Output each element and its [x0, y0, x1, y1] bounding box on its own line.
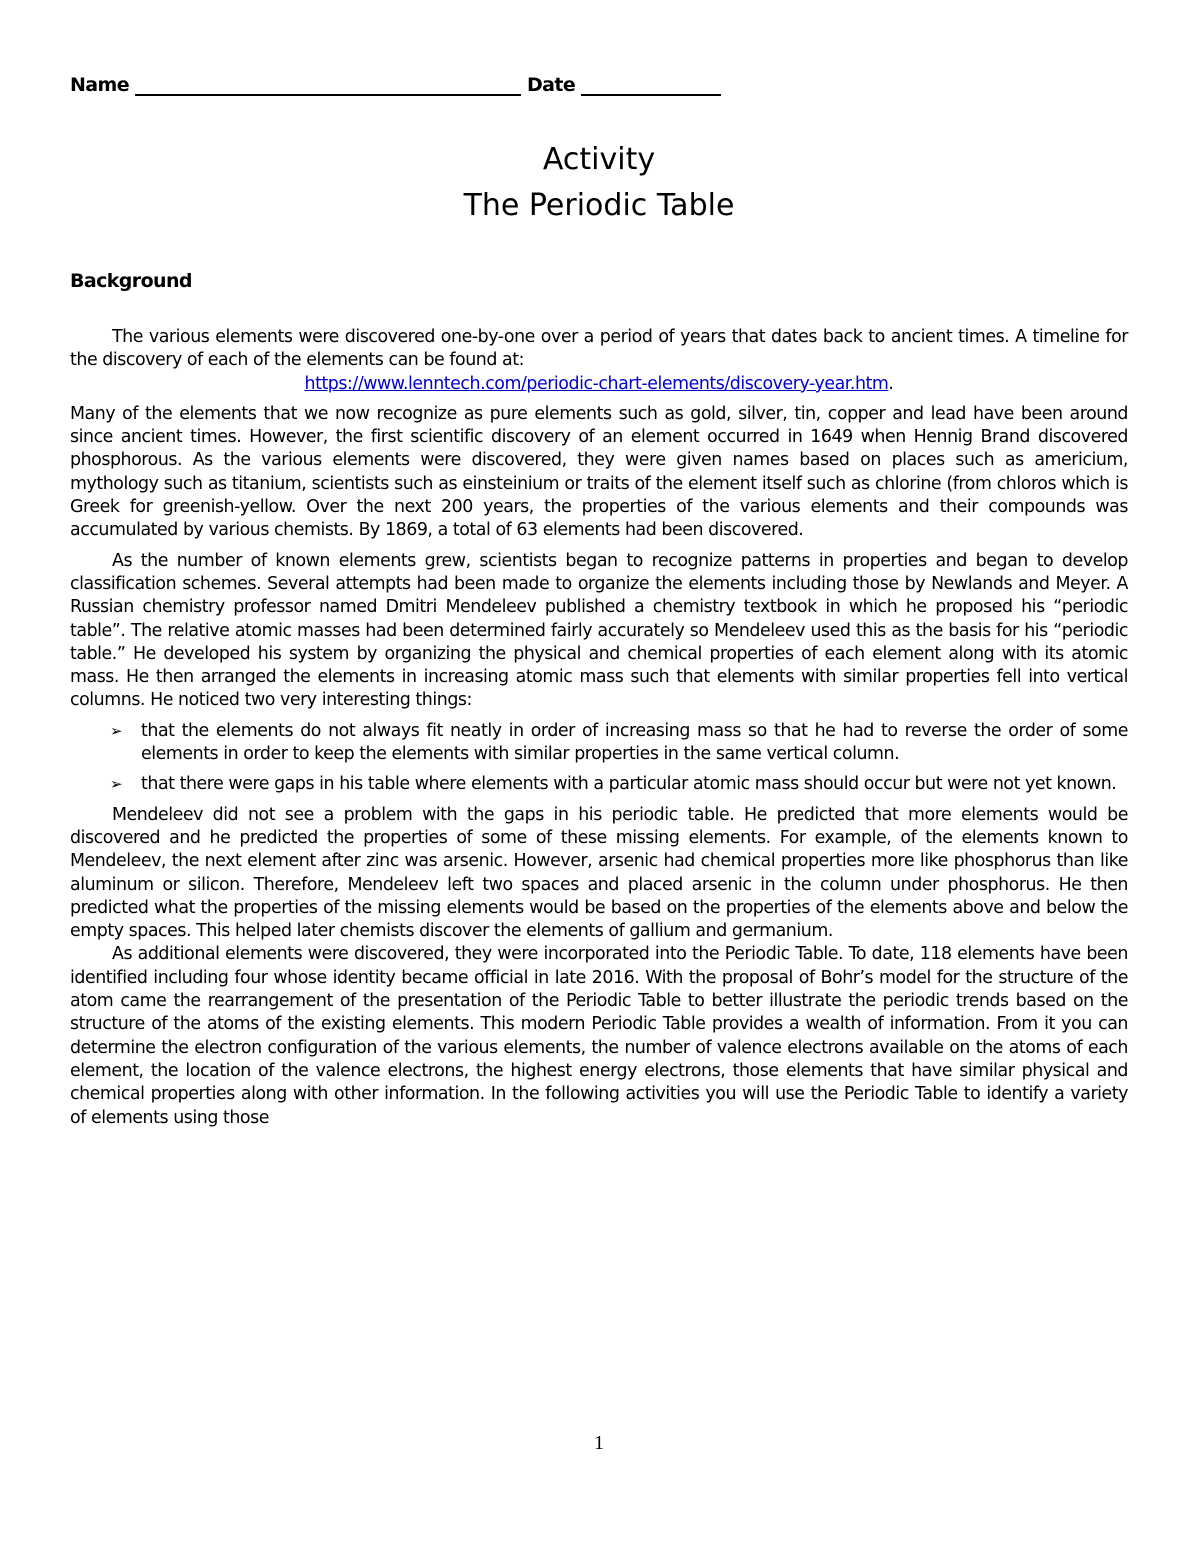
- name-blank-field[interactable]: [135, 76, 521, 96]
- arrowhead-bullet-icon: ➢: [110, 775, 123, 794]
- observations-list: [70, 720, 1128, 797]
- paragraph-mendeleev-table: As the number of known elements grew, scientists began to recognize patterns in properties and began to develop classification schemes. Several attempts had been made to organize the elements including those by Newlands and Meyer. A Russian chemistry professor named Dmitri Mendeleev published a chemistry textbook in which he proposed his “periodic table”. The relative atomic masses had been determined fairly accurately so Mendeleev used this as the basis for his “periodic table.” He developed his system by organizing the physical and chemical properties of each element along with its atomic mass. He then arranged the elements in increasing atomic mass such that elements with similar properties fell into vertical columns. He noticed two very interesting things:: [70, 550, 1128, 711]
- document-body: [70, 326, 1128, 1137]
- discovery-timeline-link[interactable]: https://www.lenntech.com/periodic-chart-elements/discovery-year.htm: [304, 373, 889, 394]
- list-item-text: that the elements do not always fit neatly in order of increasing mass so that he had to reverse the order of some elements in order to keep the elements with similar properties in the same vertical column.: [141, 720, 1128, 765]
- section-heading-background: Background: [70, 270, 192, 292]
- arrowhead-bullet-icon: ➢: [110, 721, 123, 740]
- document-title-periodic-table: The Periodic Table: [463, 188, 735, 223]
- name-date-line: [70, 74, 721, 96]
- document-title-activity: Activity: [542, 142, 656, 177]
- paragraph-gaps: Mendeleev did not see a problem with the gaps in his periodic table. He predicted that more elements would be discovered and he predicted the properties of some of these missing elements. For example, of the elements known to Mendeleev, the next element after zinc was arsenic. However, arsenic had chemical properties more like phosphorus than like aluminum or silicon. Therefore, Mendeleev left two spaces and placed arsenic in the column under phosphorus. He then predicted what the properties of the missing elements would be based on the properties of the elements above and below the empty spaces. This helped later chemists discover the elements of gallium and germanium.: [70, 804, 1128, 942]
- date-blank-field[interactable]: [581, 76, 721, 96]
- list-item: [70, 720, 1128, 767]
- list-item: [70, 773, 1128, 796]
- name-label: Name: [70, 74, 130, 96]
- link-line: [70, 373, 1128, 396]
- page-number: 1: [594, 1432, 604, 1454]
- link-suffix: .: [888, 373, 894, 394]
- list-item-text: that there were gaps in his table where elements with a particular atomic mass should occur but were not yet known.: [141, 774, 1117, 795]
- date-label: Date: [527, 74, 576, 96]
- paragraph-intro: The various elements were discovered one-by-one over a period of years that dates back to ancient times. A timeline for the discovery of each of the elements can be found at:: [70, 327, 1128, 371]
- paragraph-modern-table: As additional elements were discovered, they were incorporated into the Periodic Table. To date, 118 elements have been identified including four whose identity became official in late 2016. With the proposal of Bohr’s model for the structure of the atom came the rearrangement of the presentation of the Periodic Table to better illustrate the periodic trends based on the structure of the atoms of the existing elements. This modern Periodic Table provides a wealth of information. From it you can determine the electron configuration of the various elements, the number of valence electrons available on the atoms of each element, the location of the valence electrons, the highest energy electrons, those elements that have similar physical and chemical properties along with other information. In the following activities you will use the Periodic Table to identify a variety of elements using those: [70, 944, 1128, 1128]
- paragraph-ancient-elements: Many of the elements that we now recognize as pure elements such as gold, silver, tin, copper and lead have been around since ancient times. However, the first scientific discovery of an element occurred in 1649 when Hennig Brand discovered phosphorous. As the various elements were discovered, they were given names based on places such as americium, mythology such as titanium, scientists such as einsteinium or traits of the element itself such as chlorine (from chloros which is Greek for greenish-yellow. Over the next 200 years, the properties of the various elements and their compounds was accumulated by various chemists. By 1869, a total of 63 elements had been discovered.: [70, 403, 1128, 541]
